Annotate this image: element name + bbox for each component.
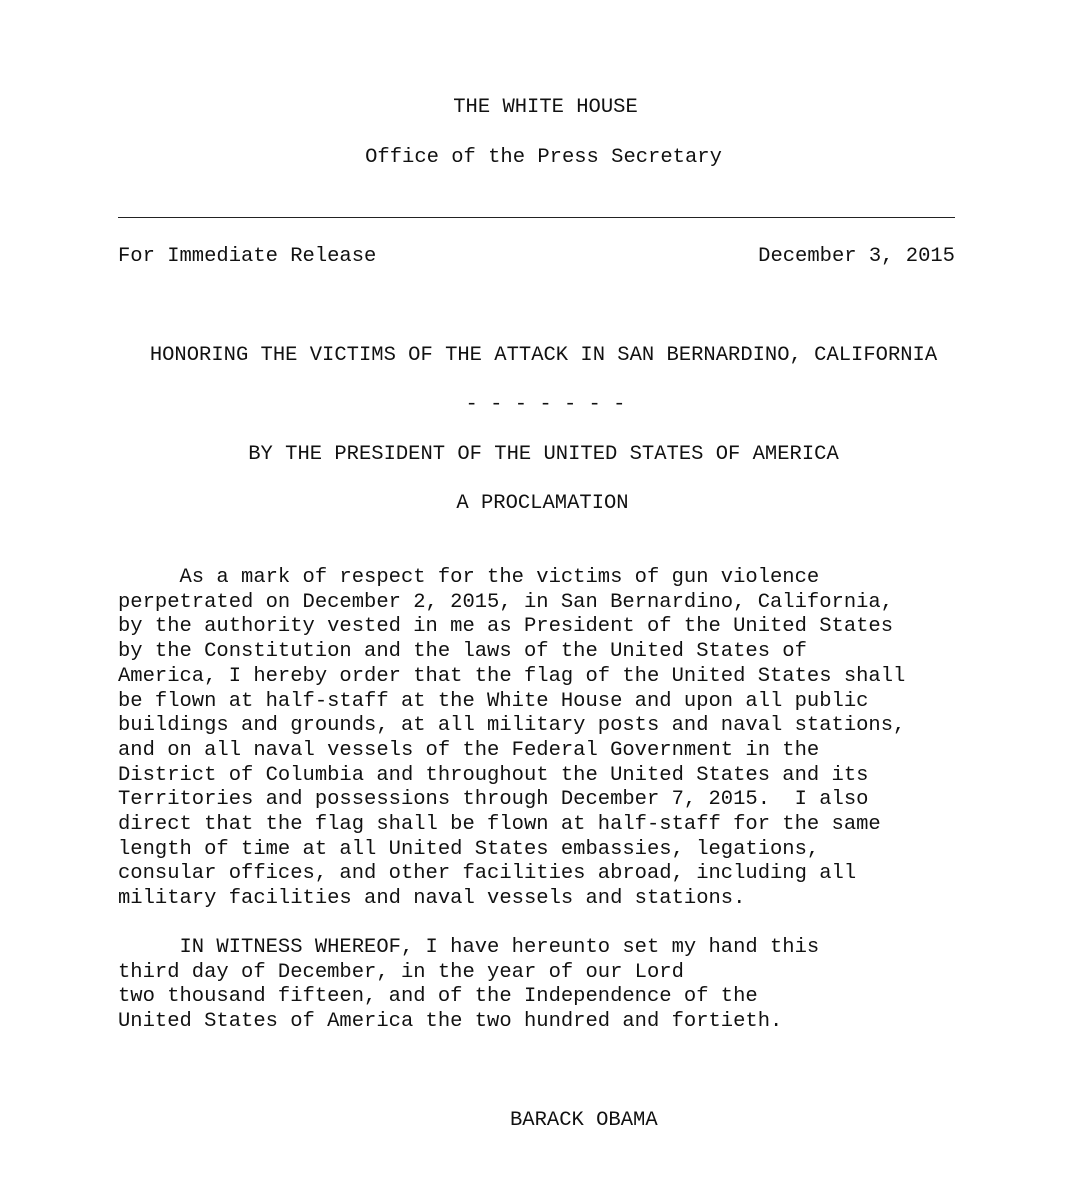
header-divider bbox=[118, 217, 955, 218]
title-separator: - - - - - - - bbox=[465, 393, 626, 416]
release-label: For Immediate Release bbox=[118, 245, 377, 268]
release-date: December 3, 2015 bbox=[758, 245, 955, 268]
proclamation-type: A PROCLAMATION bbox=[456, 492, 629, 515]
office-heading: Office of the Press Secretary bbox=[365, 146, 722, 169]
proclamation-body-paragraph: As a mark of respect for the victims of gun violence perpetrated on December 2, 2015, in San Bernardino, California, by the authority vested in me as President of the United States by the Constitution and the laws of the United States of America, I hereby order that the flag of the United States shall be flown at half-staff at the White House and upon all public buildings and grounds, at all military posts and naval stations, and on all naval vessels of the Federal Government in the District of Columbia and throughout the United States and its Territories and possessions through December 7, 2015. I also direct that the flag shall be flown at half-staff for the same length of time at all United States embassies, legations, consular offices, and other facilities abroad, including all military facilities and naval vessels and stations. bbox=[118, 566, 906, 911]
proclamation-title: HONORING THE VICTIMS OF THE ATTACK IN SAN BERNARDINO, CALIFORNIA bbox=[149, 344, 938, 367]
agency-heading: THE WHITE HOUSE bbox=[453, 96, 638, 119]
by-line: BY THE PRESIDENT OF THE UNITED STATES OF AMERICA bbox=[248, 443, 839, 466]
witness-paragraph: IN WITNESS WHEREOF, I have hereunto set my hand this third day of December, in the year of our Lord two thousand fifteen, and of the Independence of the United States of America the two hundred and fortieth. bbox=[118, 936, 820, 1034]
signature: BARACK OBAMA bbox=[510, 1109, 658, 1132]
